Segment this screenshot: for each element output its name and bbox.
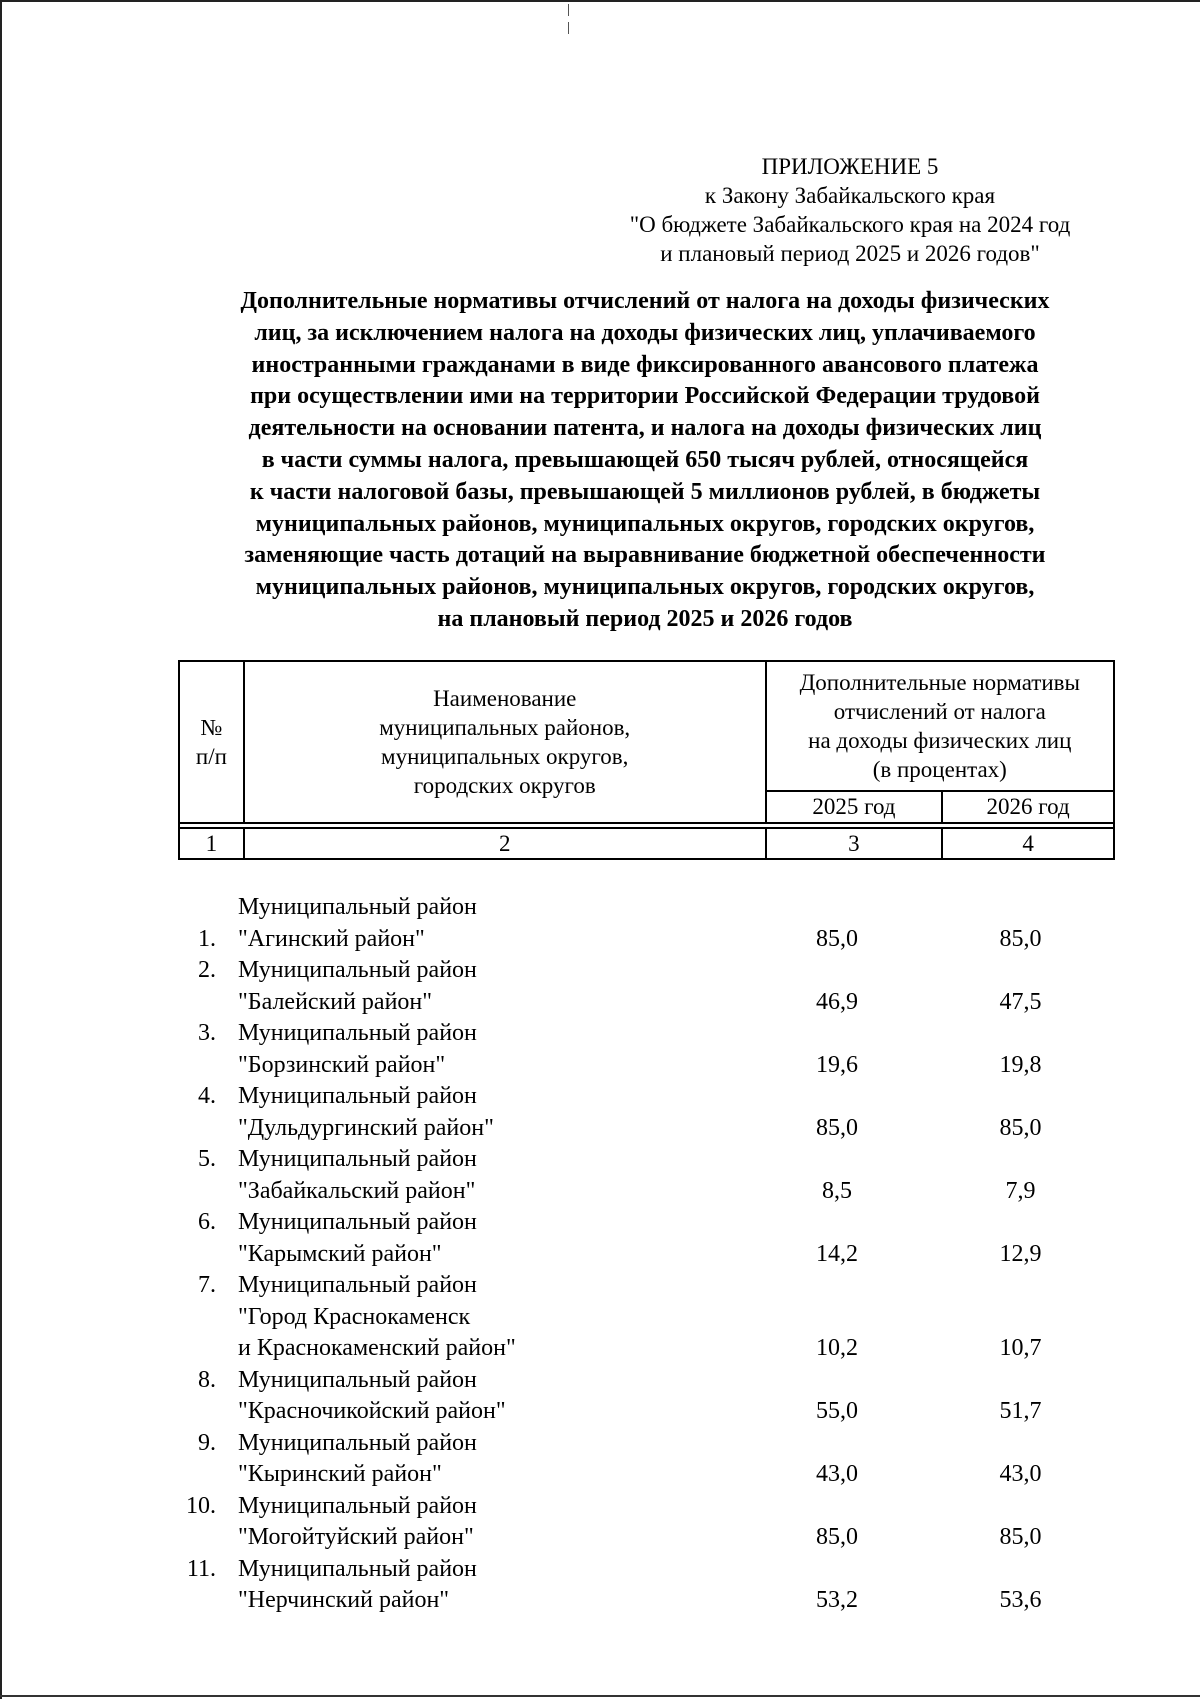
header-norms: Дополнительные нормативы отчислений от налога на доходы физических лиц (в процентах) [766, 661, 1114, 791]
table-row: 3. Муниципальный район "Борзинский район" 19,6 19,8 [198, 1020, 1042, 1078]
appendix-law-ref: к Закону Забайкальского края [704, 183, 996, 208]
table-row: 8. Муниципальный район "Красночикойский район" 55,0 51,7 [198, 1366, 1042, 1424]
header-year-2026: 2026 год [942, 791, 1114, 823]
appendix-law-title: "О бюджете Забайкальского края на 2024 год [629, 212, 1071, 237]
table-row: 4. Муниципальный район "Дульдургинский район" 85,0 85,0 [198, 1083, 1042, 1141]
appendix-law-period: и плановый период 2025 и 2026 годов" [660, 241, 1040, 266]
table-row: 7. Муниципальный район "Город Краснокаменск и Краснокаменский район" 10,2 10,7 [198, 1272, 1042, 1361]
title-line: иностранными гражданами в виде фиксированного авансового платежа [251, 351, 1039, 378]
document-title [180, 286, 1110, 636]
column-number-2: 2 [244, 828, 766, 859]
appendix-number: ПРИЛОЖЕНИЕ 5 [761, 154, 939, 179]
table-row: 9. Муниципальный район "Кыринский район" 43,0 43,0 [198, 1429, 1042, 1487]
title-line: в части суммы налога, превышающей 650 тысяч рублей, относящейся [261, 446, 1029, 473]
title-line: заменяющие часть дотаций на выравнивание бюджетной обеспеченности [244, 542, 1046, 569]
header-number: № п/п [179, 661, 244, 823]
norms-table-body [178, 892, 1115, 1617]
header-name: Наименование муниципальных районов, муниципальных округов, городских округов [244, 661, 766, 823]
appendix-header [600, 152, 1100, 268]
scan-edge-bottom [0, 1695, 1200, 1697]
table-row: 2. Муниципальный район "Балейский район" 46,9 47,5 [198, 957, 1042, 1015]
scan-mark [568, 22, 569, 34]
title-line: Дополнительные нормативы отчислений от налога на доходы физических [240, 288, 1050, 314]
title-line: к части налоговой базы, превышающей 5 миллионов рублей, в бюджеты [249, 478, 1041, 505]
table-row: 6. Муниципальный район "Карымский район" 14,2 12,9 [198, 1209, 1042, 1267]
header-year-2025: 2025 год [766, 791, 943, 823]
title-line: деятельности на основании патента, и налога на доходы физических лиц [248, 415, 1042, 442]
table-row: 11. Муниципальный район "Нерчинский район" 53,2 53,6 [186, 1555, 1042, 1613]
title-line: на плановый период 2025 и 2026 годов [437, 605, 853, 632]
scan-mark [568, 4, 569, 16]
column-number-3: 3 [766, 828, 943, 859]
title-line: муниципальных районов, муниципальных округов, городских округов, [255, 574, 1035, 601]
column-number-1: 1 [179, 828, 244, 859]
norms-table-header [178, 660, 1115, 860]
title-line: при осуществлении ими на территории Российской Федерации трудовой [250, 383, 1040, 410]
column-number-4: 4 [942, 828, 1114, 859]
table-row: 10. Муниципальный район "Могойтуйский район" 85,0 85,0 [186, 1492, 1042, 1550]
table-row: 5. Муниципальный район "Забайкальский район" 8,5 7,9 [198, 1146, 1036, 1204]
title-line: лиц, за исключением налога на доходы физических лиц, уплачиваемого [254, 319, 1036, 346]
title-line: муниципальных районов, муниципальных округов, городских округов, [255, 510, 1035, 537]
table-row: 1. Муниципальный район "Агинский район" 85,0 85,0 [198, 894, 1042, 952]
scan-edge-left [0, 0, 2, 1699]
scan-edge-top [0, 0, 1200, 2]
